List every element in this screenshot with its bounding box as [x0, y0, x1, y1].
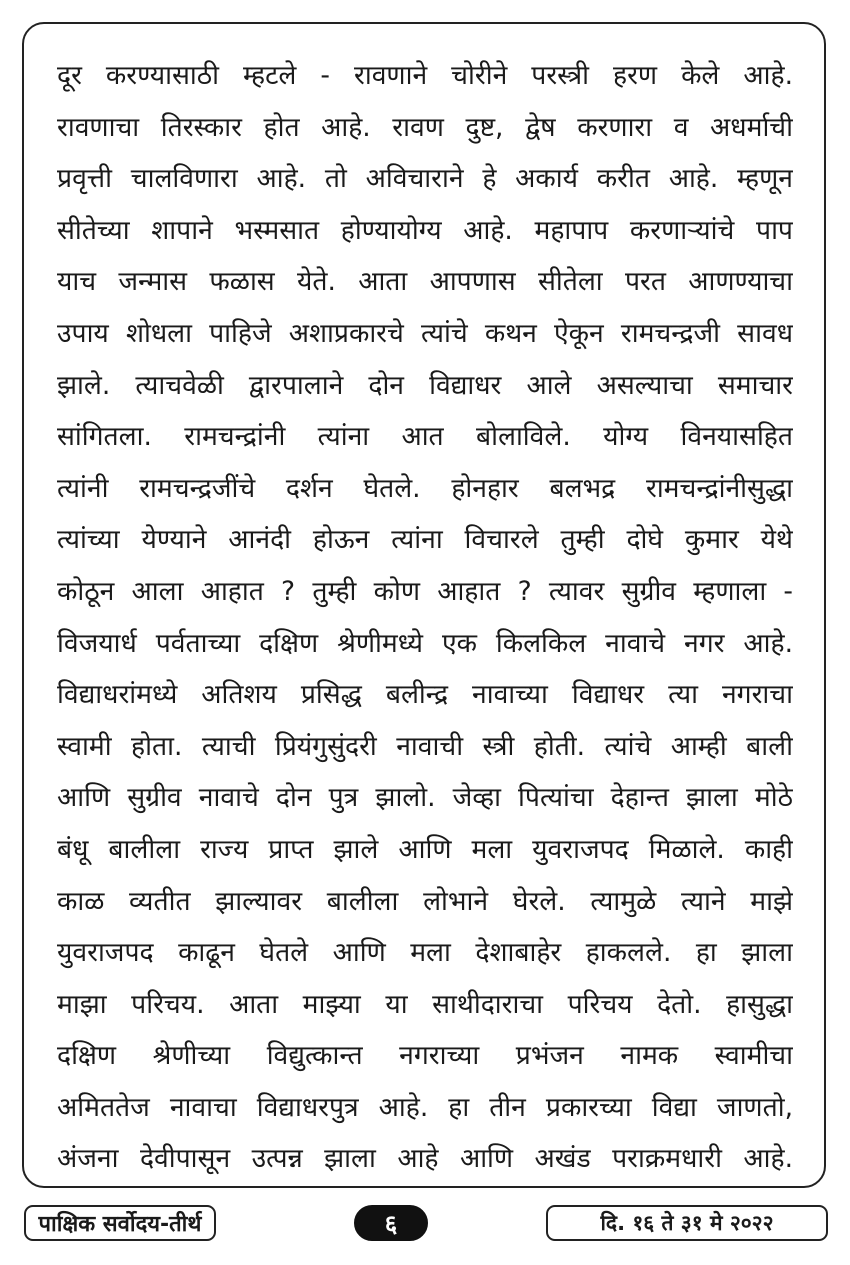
text-line: काळ व्यतीत झाल्यावर बालीला लोभाने घेरले. त्यामुळे त्याने माझे [57, 885, 793, 917]
publication-name [24, 1205, 216, 1241]
publication-name-label: पाक्षिक सर्वोदय-तीर्थ [38, 1212, 202, 1237]
issue-date [546, 1205, 828, 1241]
text-line: त्यांनी रामचन्द्रजींचे दर्शन घेतले. होनहार बलभद्र रामचन्द्रांनीसुद्धा [57, 472, 793, 504]
text-line: झाले. त्याचवेळी द्वारपालाने दोन विद्याधर आले असल्याचा समाचार [57, 369, 793, 401]
text-line: विद्याधरांमध्ये अतिशय प्रसिद्ध बलीन्द्र नावाच्या विद्याधर त्या नगराचा [57, 679, 793, 711]
page-number: ६ [384, 1209, 398, 1238]
text-line: माझा परिचय. आता माझ्या या साथीदाराचा परिचय देतो. हासुद्धा [57, 988, 793, 1020]
issue-date-label: दि. १६ ते ३१ मे २०२२ [600, 1211, 774, 1235]
text-line: दूर करण्यासाठी म्हटले - रावणाने चोरीने परस्त्री हरण केले आहे. [57, 60, 793, 91]
body-text [57, 50, 793, 1185]
text-line: सांगितला. रामचन्द्रांनी त्यांना आत बोलाविले. योग्य विनयासहित [57, 421, 793, 453]
text-line: स्वामी होता. त्याची प्रियंगुसुंदरी नावाची स्त्री होती. त्यांचे आम्ही बाली [57, 730, 793, 762]
text-line: दक्षिण श्रेणीच्या विद्युत्कान्त नगराच्या प्रभंजन नामक स्वामीचा [57, 1040, 793, 1072]
text-line: आणि सुग्रीव नावाचे दोन पुत्र झालो. जेव्हा पित्यांचा देहान्त झाला मोठे [57, 782, 793, 814]
text-line: बंधू बालीला राज्य प्राप्त झाले आणि मला युवराजपद मिळाले. काही [57, 833, 793, 865]
text-line: युवराजपद काढून घेतले आणि मला देशाबाहेर हाकलले. हा झाला [57, 937, 793, 969]
text-line: कोठून आला आहात ? तुम्ही कोण आहात ? त्यावर सुग्रीव म्हणाला - [57, 575, 793, 607]
text-line: सीतेच्या शापाने भस्मसात होण्यायोग्य आहे. महापाप करणाऱ्यांचे पाप [57, 214, 793, 246]
text-line: अंजना देवीपासून उत्पन्न झाला आहे आणि अखंड पराक्रमधारी आहे. [57, 1143, 793, 1175]
page-number-badge [354, 1205, 428, 1241]
text-line: याच जन्मास फळास येते. आता आपणास सीतेला परत आणण्याचा [57, 266, 793, 298]
text-line: प्रवृत्ती चालविणारा आहे. तो अविचाराने हे अकार्य करीत आहे. म्हणून [57, 163, 793, 195]
text-line: अमिततेज नावाचा विद्याधरपुत्र आहे. हा तीन प्रकारच्या विद्या जाणतो, [57, 1091, 793, 1123]
text-line: रावणाचा तिरस्कार होत आहे. रावण दुष्ट, द्वेष करणारा व अधर्माची [57, 111, 793, 143]
text-line: विजयार्ध पर्वताच्या दक्षिण श्रेणीमध्ये एक किलकिल नावाचे नगर आहे. [57, 627, 793, 659]
text-line: त्यांच्या येण्याने आनंदी होऊन त्यांना विचारले तुम्ही दोघे कुमार येथे [57, 524, 793, 556]
text-line: उपाय शोधला पाहिजे अशाप्रकारचे त्यांचे कथन ऐकून रामचन्द्रजी सावध [57, 317, 793, 349]
